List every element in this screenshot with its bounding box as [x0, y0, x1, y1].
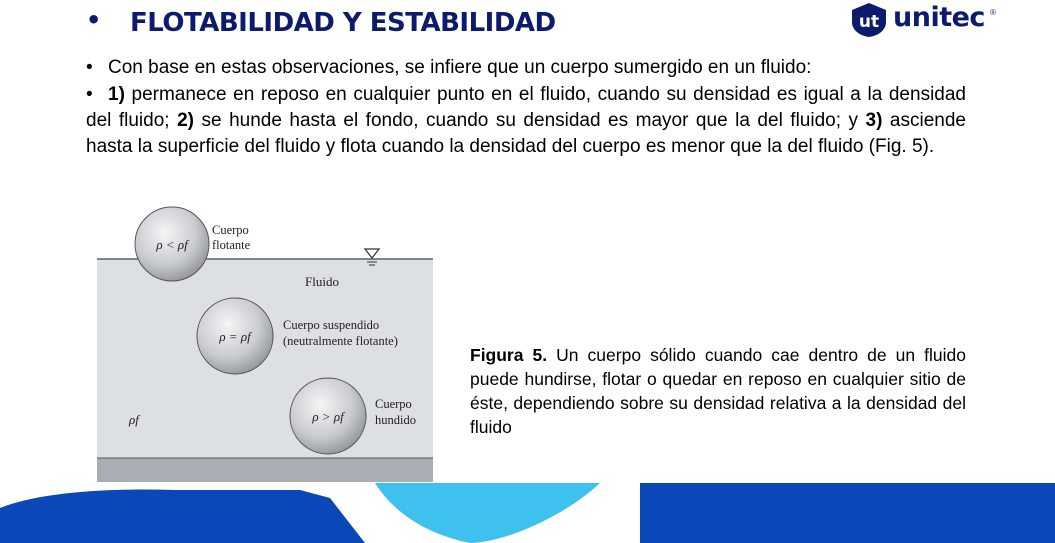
condition-3-text: asciende hasta la superficie del fluido y flota cuando la densidad del cuerpo es menor que la del fluido (Fig. 5). — [86, 110, 966, 157]
slide-title: FLOTABILIDAD Y ESTABILIDAD — [130, 8, 556, 38]
condition-1-number: 1) — [108, 84, 125, 105]
condition-2-text: se hunde hasta el fondo, cuando su densidad es mayor que la del fluido; y — [193, 110, 866, 131]
logo-registered: ® — [990, 8, 996, 17]
fluid-label: Fluido — [305, 274, 339, 289]
bullet-intro-text: Con base en estas observaciones, se infiere que un cuerpo sumergido en un fluido: — [108, 57, 812, 78]
suspended-body-formula: ρ = ρf — [219, 329, 251, 344]
bullet-intro — [86, 57, 811, 79]
buoyancy-figure — [95, 202, 440, 486]
title-bullet: • — [86, 6, 102, 34]
caption-text: Un cuerpo sólido cuando cae dentro de un fluido puede hundirse, flotar o quedar en reposo en cualquier sitio de éste, dependiendo sobre su densidad relativa a la densidad del fluido — [470, 345, 966, 437]
sunk-body-label-2: hundido — [375, 413, 416, 427]
bullet-conditions — [86, 82, 966, 160]
suspended-body-label-2: (neutralmente flotante) — [283, 334, 398, 348]
footer-shape-center-light — [375, 483, 600, 543]
footer-shape-right-blue — [640, 483, 1055, 543]
floating-body-formula: ρ < ρf — [156, 237, 188, 252]
unitec-logo — [849, 2, 999, 38]
footer-shape-left-blue — [0, 490, 365, 543]
bullet-dot: • — [86, 57, 93, 78]
caption-label: Figura 5. — [470, 345, 548, 365]
condition-1-text: permanece en reposo en cualquier punto en el fluido, cuando su densidad es igual a la densidad del fluido; — [86, 84, 966, 131]
condition-3-number: 3) — [865, 110, 883, 131]
floating-body-label-1: Cuerpo — [212, 223, 249, 237]
condition-2-number: 2) — [177, 110, 194, 131]
sunk-body-formula: ρ > ρf — [312, 409, 344, 424]
container-floor — [97, 458, 433, 482]
logo-wordmark: unitec — [893, 2, 985, 33]
suspended-body-label-1: Cuerpo suspendido — [283, 318, 380, 332]
sunk-body-label-1: Cuerpo — [375, 397, 412, 411]
logo-mark-text: ut — [858, 12, 880, 32]
bullet-dot: • — [86, 84, 93, 105]
buoyancy-diagram — [95, 202, 440, 486]
fluid-density-label: ρf — [129, 412, 139, 427]
unitec-shield-icon — [849, 2, 889, 38]
figure-caption — [470, 343, 966, 439]
floating-body-label-2: flotante — [212, 238, 251, 252]
